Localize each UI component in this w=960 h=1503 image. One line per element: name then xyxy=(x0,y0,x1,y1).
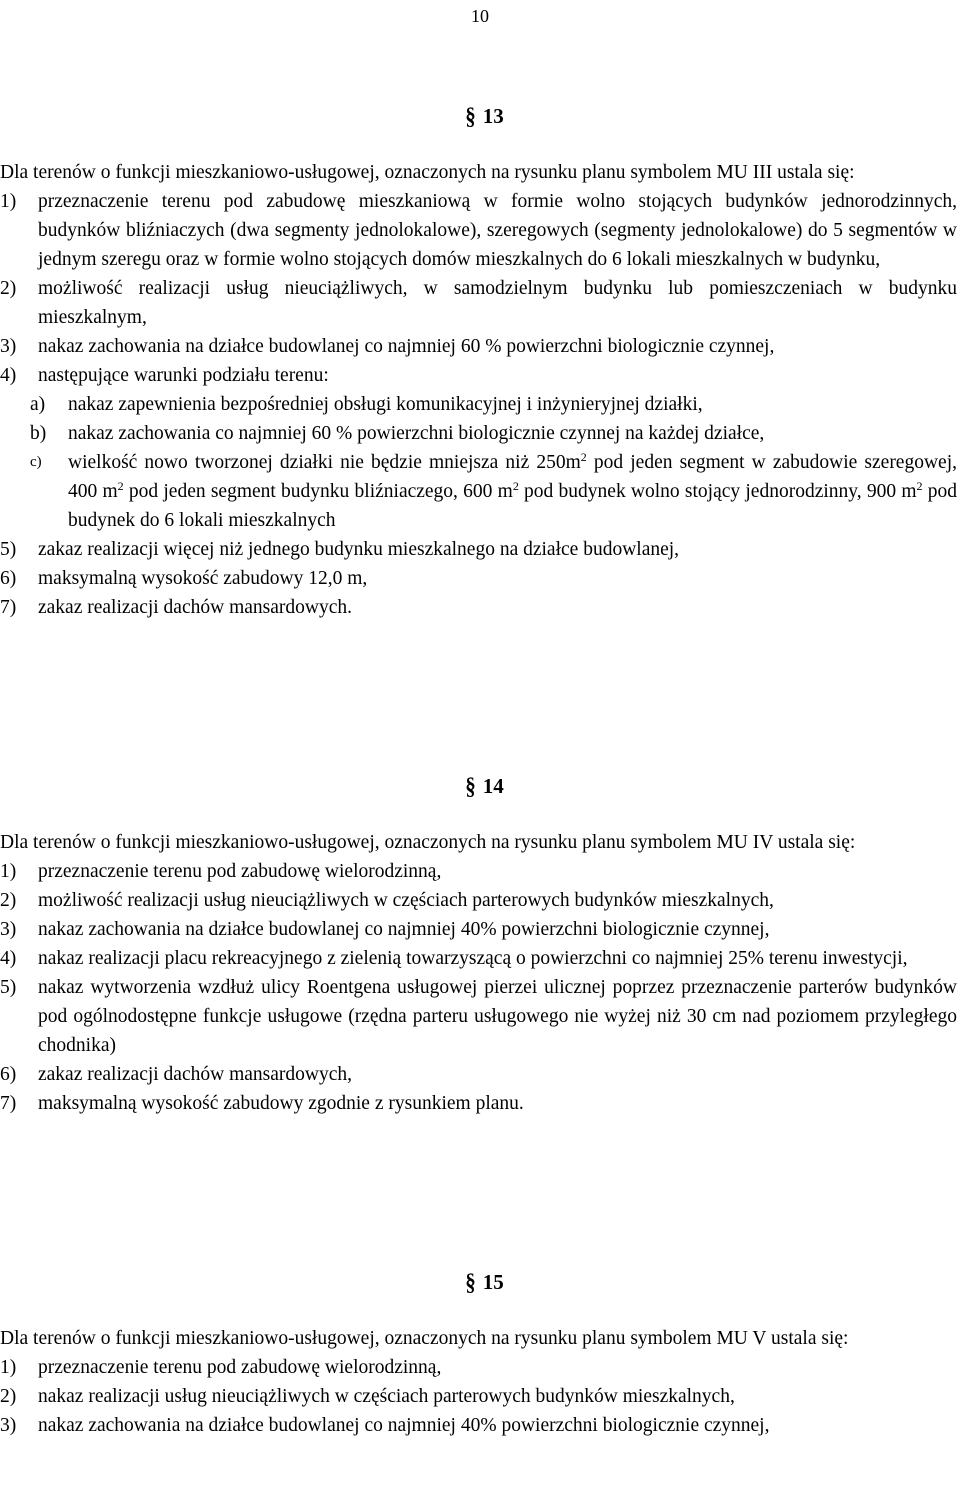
subitem-text: wielkość nowo tworzonej działki nie będzie mniejsza niż $250m^2$ pod jeden segment w zabudowie szeregowej, 400 $m^2$ pod jeden segment budynku bliźniaczego, 600 $m^2$ pod budynek wolno stojący jednorodzinny, 900 $m^2$ pod budynek do 6 lokali mieszkalnych xyxy=(68,450,957,531)
section-symbol: § xyxy=(465,772,476,800)
list-item xyxy=(0,1411,957,1440)
item-number: 2) xyxy=(0,278,17,299)
item-number: 2) xyxy=(0,1386,17,1407)
section-number: 13 xyxy=(482,104,504,128)
item-text: zakaz realizacji dachów mansardowych, xyxy=(38,1064,352,1085)
item-number: 2) xyxy=(0,890,17,911)
section-symbol: § xyxy=(465,102,476,130)
list-item xyxy=(0,1353,957,1382)
section-number: 14 xyxy=(482,774,504,798)
sub-list-item xyxy=(0,390,957,419)
list-item xyxy=(0,973,957,1060)
item-number: 7) xyxy=(0,1093,17,1114)
item-text: nakaz zachowania na działce budowlanej co najmniej 60 % powierzchni biologicznie czynnej, xyxy=(38,336,775,357)
section-15 xyxy=(0,1264,957,1440)
section-intro: Dla terenów o funkcji mieszkaniowo-usługowej, oznaczonych na rysunku planu symbolem MU V ustala się: xyxy=(0,1328,849,1349)
list-item xyxy=(0,564,957,593)
subitem-text: nakaz zapewnienia bezpośredniej obsługi komunikacyjnej i inżynieryjnej działki, xyxy=(68,394,703,415)
list-item xyxy=(0,1060,957,1089)
item-number: 3) xyxy=(0,336,17,357)
item-number: 7) xyxy=(0,597,17,618)
item-text: możliwość realizacji usług nieuciążliwych w częściach parterowych budynków mieszkalnych, xyxy=(38,890,774,911)
section-symbol: § xyxy=(465,1268,476,1296)
item-number: 5) xyxy=(0,539,17,560)
page-number: 10 xyxy=(471,6,489,26)
item-text: nakaz realizacji placu rekreacyjnego z zielenią towarzyszącą o powierzchni co najmniej 25% terenu inwestycji, xyxy=(38,948,908,969)
list-item xyxy=(0,361,957,390)
list-item xyxy=(0,593,957,622)
section-heading xyxy=(0,1264,957,1300)
item-text: możliwość realizacji usług nieuciążliwych, w samodzielnym budynku lub pomieszczeniach w budynku mieszkalnym, xyxy=(38,278,957,328)
section-13 xyxy=(0,98,957,622)
item-number: 1) xyxy=(0,191,17,212)
section-intro: Dla terenów o funkcji mieszkaniowo-usługowej, oznaczonych na rysunku planu symbolem MU IV ustala się: xyxy=(0,832,856,853)
item-number: 3) xyxy=(0,1415,17,1436)
section-heading xyxy=(0,768,957,804)
item-number: 1) xyxy=(0,1357,17,1378)
item-text: przeznaczenie terenu pod zabudowę wielorodzinną, xyxy=(38,1357,442,1378)
list-item xyxy=(0,857,957,886)
item-text: maksymalną wysokość zabudowy 12,0 m, xyxy=(38,568,368,589)
list-item xyxy=(0,535,957,564)
section-heading xyxy=(0,98,957,134)
item-text: zakaz realizacji więcej niż jednego budynku mieszkalnego na działce budowlanej, xyxy=(38,539,680,560)
sub-list-item xyxy=(0,448,957,535)
list-item xyxy=(0,332,957,361)
item-text: nakaz wytworzenia wzdłuż ulicy Roentgena usługowej pierzei ulicznej poprzez przeznaczenie parterów budynków pod ogólnodostępne funkcje usługowe (rzędna parteru usługowego nie wyżej niż 30 cm nad poziomem przyległego chodnika) xyxy=(38,977,957,1056)
item-text: przeznaczenie terenu pod zabudowę mieszkaniową w formie wolno stojących budynków jednorodzinnych, budynków bliźniaczych (dwa segmenty jednolokalowe), szeregowych (segmenty jednolokalowe) do 5 segmentów w jednym szeregu oraz w formie wolno stojących domów mieszkalnych do 6 lokali mieszkalnych w budynku, xyxy=(38,191,957,270)
section-intro: Dla terenów o funkcji mieszkaniowo-usługowej, oznaczonych na rysunku planu symbolem MU III ustala się: xyxy=(0,162,855,183)
subitem-letter: c) xyxy=(30,454,42,470)
item-text: nakaz zachowania na działce budowlanej co najmniej 40% powierzchni biologicznie czynnej, xyxy=(38,1415,770,1436)
item-number: 4) xyxy=(0,948,17,969)
item-text: przeznaczenie terenu pod zabudowę wielorodzinną, xyxy=(38,861,442,882)
subitem-letter: a) xyxy=(30,394,46,415)
item-number: 6) xyxy=(0,1064,17,1085)
list-item xyxy=(0,187,957,274)
item-number: 4) xyxy=(0,365,17,386)
item-number: 5) xyxy=(0,977,17,998)
item-text: następujące warunki podziału terenu: xyxy=(38,365,329,386)
subitem-letter: b) xyxy=(30,423,47,444)
section-number: 15 xyxy=(482,1270,504,1294)
item-number: 1) xyxy=(0,861,17,882)
item-text: zakaz realizacji dachów mansardowych. xyxy=(38,597,352,618)
item-text: nakaz zachowania na działce budowlanej co najmniej 40% powierzchni biologicznie czynnej, xyxy=(38,919,770,940)
subitem-text: nakaz zachowania co najmniej 60 % powierzchni biologicznie czynnej na każdej działce, xyxy=(68,423,765,444)
list-item xyxy=(0,944,957,973)
list-item xyxy=(0,1089,957,1118)
section-14 xyxy=(0,768,957,1118)
item-number: 3) xyxy=(0,919,17,940)
list-item xyxy=(0,915,957,944)
list-item xyxy=(0,886,957,915)
sub-list-item xyxy=(0,419,957,448)
item-text: maksymalną wysokość zabudowy zgodnie z rysunkiem planu. xyxy=(38,1093,524,1114)
list-item xyxy=(0,1382,957,1411)
item-text: nakaz realizacji usług nieuciążliwych w częściach parterowych budynków mieszkalnych, xyxy=(38,1386,735,1407)
list-item xyxy=(0,274,957,332)
item-number: 6) xyxy=(0,568,17,589)
